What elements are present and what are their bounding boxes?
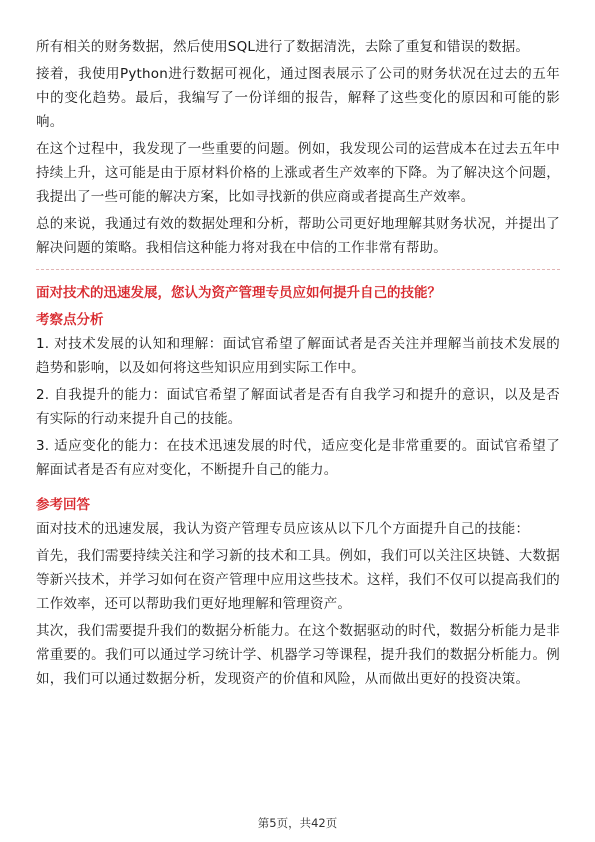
analysis-item-3: 3. 适应变化的能力：在技术迅速发展的时代，适应变化是非常重要的。面试官希望了解面试者是否有应对变化，不断提升自己的能力。 bbox=[36, 438, 560, 478]
page-content bbox=[36, 35, 560, 694]
answer-label: 参考回答 bbox=[36, 497, 90, 513]
intro-paragraph-2: 接着，我使用Python进行数据可视化，通过图表展示了公司的财务状况在过去的五年中的变化趋势。最后，我编写了一份详细的报告，解释了这些变化的原因和可能的影响。 bbox=[36, 66, 560, 130]
analysis-label: 考察点分析 bbox=[36, 312, 104, 328]
answer-paragraph-3: 其次，我们需要提升我们的数据分析能力。在这个数据驱动的时代，数据分析能力是非常重要的。我们可以通过学习统计学、机器学习等课程，提升我们的数据分析能力。例如，我们可以通过数据分析，发现资产的价值和风险，从而做出更好的投资决策。 bbox=[36, 623, 560, 687]
analysis-item-1: 1. 对技术发展的认知和理解：面试官希望了解面试者是否关注并理解当前技术发展的趋势和影响，以及如何将这些知识应用到实际工作中。 bbox=[36, 336, 560, 376]
intro-paragraph-4: 总的来说，我通过有效的数据处理和分析，帮助公司更好地理解其财务状况，并提出了解决问题的策略。我相信这种能力将对我在中信的工作非常有帮助。 bbox=[36, 216, 560, 256]
intro-paragraph-1: 所有相关的财务数据，然后使用SQL进行了数据清洗，去除了重复和错误的数据。 bbox=[36, 39, 530, 55]
page-number: 第5页，共42页 bbox=[257, 816, 338, 830]
answer-paragraph-2: 首先，我们需要持续关注和学习新的技术和工具。例如，我们可以关注区块链、大数据等新兴技术，并学习如何在资产管理中应用这些技术。这样，我们不仅可以提高我们的工作效率，还可以帮助我们更好地理解和管理资产。 bbox=[36, 548, 560, 612]
section-spacer bbox=[36, 485, 560, 495]
answer-paragraph-1: 面对技术的迅速发展，我认为资产管理专员应该从以下几个方面提升自己的技能： bbox=[36, 521, 530, 537]
analysis-item-2: 2. 自我提升的能力：面试官希望了解面试者是否有自我学习和提升的意识，以及是否有实际的行动来提升自己的技能。 bbox=[36, 387, 560, 427]
question-heading: 面对技术的迅速发展，您认为资产管理专员应如何提升自己的技能？ bbox=[36, 285, 441, 301]
intro-paragraph-3: 在这个过程中，我发现了一些重要的问题。例如，我发现公司的运营成本在过去五年中持续上升，这可能是由于原材料价格的上涨或者生产效率的下降。为了解决这个问题，我提出了一些可能的解决方案，比如寻找新的供应商或者提高生产效率。 bbox=[36, 141, 560, 205]
section-divider bbox=[36, 269, 560, 270]
